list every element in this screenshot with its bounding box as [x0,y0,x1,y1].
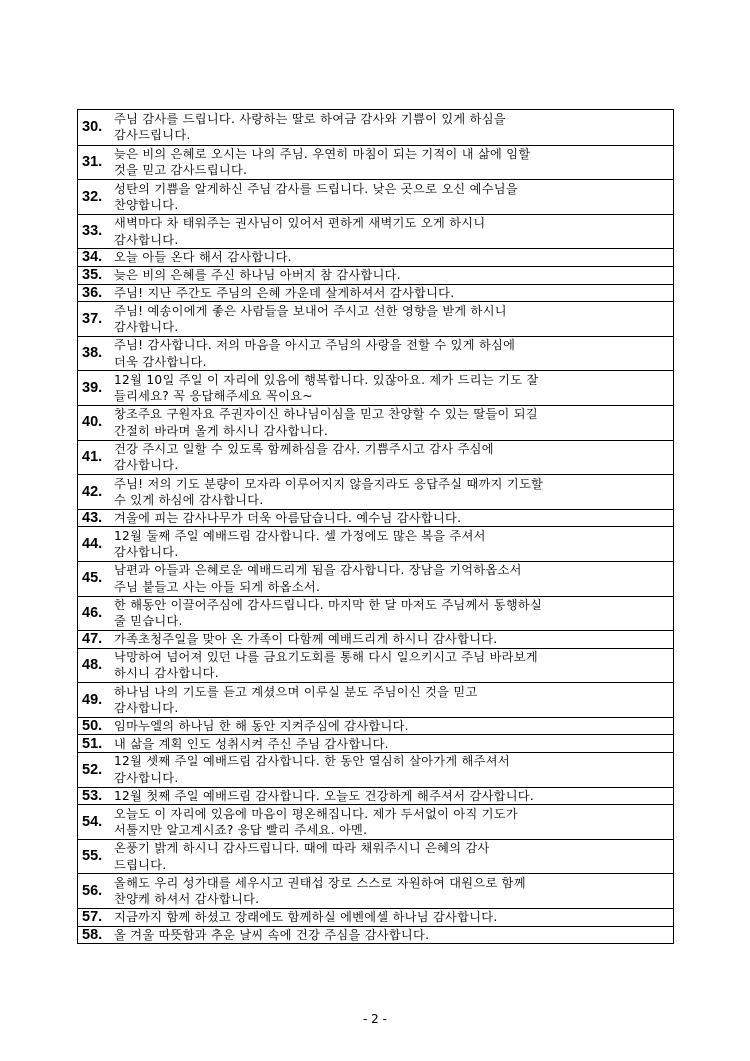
entry-number: 49. [82,691,103,708]
page-number: - 2 - [363,1012,387,1026]
entry-number: 38. [82,345,103,362]
entry-text: 성탄의 기쁨을 알게하신 주님 감사를 드립니다. 낮은 곳으로 오신 예수님을 찬양합니다. [114,181,518,212]
entry-text: 주님! 지난 주간도 주님의 은혜 가운데 살게하셔서 감사합니다. [114,285,455,300]
entry-number: 50. [82,717,103,734]
table-row [78,248,673,266]
entry-number: 53. [82,787,103,804]
entry-text: 늦은 비의 은혜로 오시는 나의 주님. 우연히 마침이 되는 기적이 내 삶에 임할 것을 믿고 감사드립니다. [114,146,531,178]
entry-number: 57. [82,909,103,926]
entry-number: 39. [82,379,103,396]
entry-number: 46. [82,605,103,622]
table-row [78,682,673,717]
entry-number: 47. [82,631,103,648]
entry-number: 54. [82,813,103,830]
table-row [78,179,673,214]
table-row [78,908,673,926]
entry-text: 온풍기 밝게 하시니 감사드립니다. 때에 따라 채워주시니 은혜의 감사 드립니다. [114,841,490,872]
entry-text: 올 겨울 따뜻함과 추운 날씨 속에 건강 주심을 감사합니다. [114,927,430,942]
table-row [78,145,673,180]
entry-text: 남편과 아들과 은혜로운 예배드리게 됨을 감사합니다. 장남을 기억하옵소서 주님 붙들고 사는 아들 되게 하옵소서. [114,563,522,594]
entry-text: 임마누엘의 하나님 한 해 동안 지켜주심에 감사합니다. [114,718,409,733]
table-row [78,110,673,145]
entry-number: 56. [82,882,103,899]
table-row [78,804,673,839]
entry-number: 37. [82,310,103,327]
table-row [78,926,673,944]
table-row [78,370,673,405]
table-row [78,839,673,874]
table-row [78,284,673,302]
entry-number: 44. [82,535,103,552]
entry-number: 30. [82,119,103,136]
entry-number: 58. [82,926,103,943]
entry-number: 34. [82,249,103,266]
entry-text: 늦은 비의 은혜를 주신 하나님 아버지 참 감사합니다. [114,268,401,283]
entry-text: 가족초청주일을 맞아 온 가족이 다함께 예배드리게 하시니 감사합니다. [114,632,498,647]
entry-text: 내 삶을 계획 인도 성취시켜 주신 주님 감사합니다. [114,736,389,751]
table-row [78,596,673,631]
entry-number: 48. [82,657,103,674]
entry-number: 41. [82,449,103,466]
entry-text: 주님 감사를 드립니다. 사랑하는 딸로 하여금 감사와 기쁨이 있게 하심을 감사드립니다. [114,111,506,143]
table-row [78,561,673,596]
entry-text: 건강 주시고 일할 수 있도록 함께하심을 감사. 기쁨주시고 감사 주심에 감사합니다. [114,441,494,473]
table-row [78,787,673,805]
entry-text: 오늘도 이 자리에 있음에 마음이 평온해집니다. 제가 두서없이 아직 기도가 서툴지만 알고계시죠? 응답 빨리 주세요. 아멘. [114,806,518,838]
table-row [78,873,673,908]
table-row [78,752,673,787]
entry-number: 52. [82,761,103,778]
entry-text: 오늘 아들 온다 해서 감사합니다. [114,250,292,265]
entry-text: 12월 셋째 주일 예배드림 감사합니다. 한 동안 열심히 살아가게 해주셔서 감사합니다. [114,754,510,785]
table-row [78,630,673,648]
table-row [78,336,673,371]
entry-number: 35. [82,267,103,284]
entry-text: 올해도 우리 성가대를 세우시고 권태섭 장로 스스로 자원하여 대원으로 함께 찬양케 하셔서 감사합니다. [114,875,526,907]
entry-text: 주님! 감사합니다. 저의 마음을 아시고 주님의 사랑을 전할 수 있게 하심에 더욱 감사합니다. [114,338,516,369]
entry-number: 51. [82,735,103,752]
entry-number: 45. [82,570,103,587]
entry-text: 주님! 예송이에게 좋은 사람들을 보내어 주시고 선한 영향을 받게 하시니 감사합니다. [114,303,507,334]
table-row [78,474,673,509]
table-row [78,214,673,249]
entry-number: 43. [82,509,103,526]
table-row [78,405,673,440]
table-row [78,266,673,284]
table-row [78,440,673,475]
table-row [78,301,673,336]
entry-text: 주님! 저의 기도 분량이 모자라 이루어지지 않을지라도 응답주실 때까지 기도할 수 있게 하심에 감사합니다. [114,476,544,507]
entry-number: 32. [82,188,103,205]
thanksgiving-table [77,109,674,944]
entry-text: 한 해동안 이끌어주심에 감사드립니다. 마지막 한 달 마저도 주님께서 동행하실 줄 믿습니다. [114,597,543,629]
table-row [78,717,673,735]
table-row [78,526,673,561]
entry-text: 창조주요 구원자요 주권자이신 하나님이심을 믿고 찬양할 수 있는 딸들이 되길 간절히 바라며 올게 하시니 감사합니다. [114,407,538,438]
entry-number: 31. [82,154,103,171]
entry-text: 하나님 나의 기도를 듣고 계셨으며 이루실 분도 주님이신 것을 믿고 감사합니다. [114,684,478,716]
table-row [78,648,673,683]
entry-number: 40. [82,414,103,431]
entry-text: 새벽마다 차 태워주는 권사님이 있어서 편하게 새벽기도 오게 하시니 감사합니다. [114,216,486,247]
entry-text: 12월 10일 주일 이 자리에 있음에 행복합니다. 있잖아요. 제가 드리는 기도 잘 들리세요? 꼭 응답해주세요 꼭이요~ [114,372,539,404]
entry-text: 낙망하여 넘어져 있던 나를 금요기도회를 통해 다시 일으키시고 주님 바라보게 하시니 감사합니다. [114,650,538,681]
entry-text: 12월 둘째 주일 예배드림 감사합니다. 셀 가정에도 많은 복을 주셔서 감사합니다. [114,528,486,560]
entry-text: 12월 첫째 주일 예배드림 감사합니다. 오늘도 건강하게 해주셔서 감사합니다. [114,788,535,803]
entry-number: 55. [82,848,103,865]
entry-text: 겨울에 피는 감사나무가 더욱 아름답습니다. 예수님 감사합니다. [114,510,462,525]
entry-number: 33. [82,223,103,240]
entry-text: 지금까지 함께 하셨고 장래에도 함께하실 에벤에셀 하나님 감사합니다. [114,910,498,925]
entry-number: 42. [82,483,103,500]
table-row [78,734,673,752]
table-row [78,509,673,527]
entry-number: 36. [82,284,103,301]
